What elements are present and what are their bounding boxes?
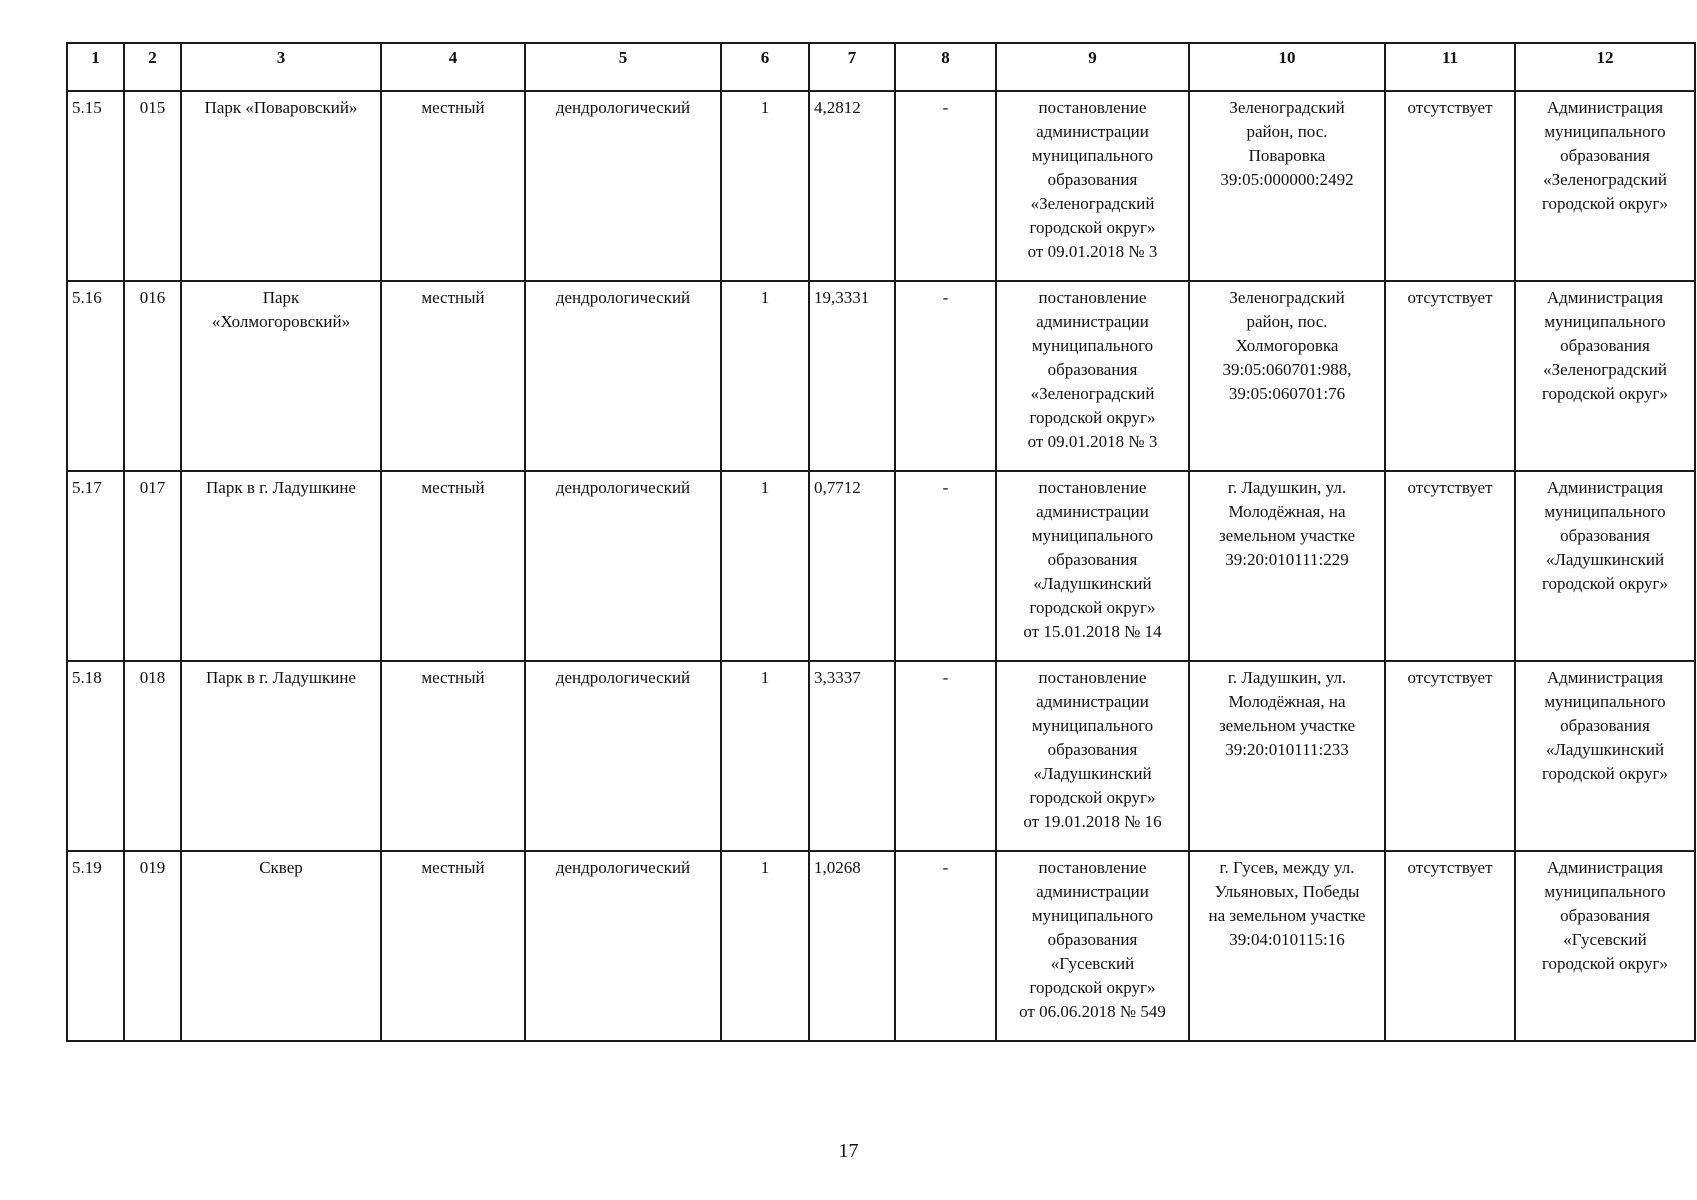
profile-cell: дендрологический [525,851,721,1041]
column-11-cell: отсутствует [1385,471,1515,661]
document-cell-line: администрации [1036,692,1149,711]
column-11-cell: отсутствует [1385,661,1515,851]
profile-cell: дендрологический [525,91,721,281]
count-cell: 1 [721,471,809,661]
row-number-cell: 5.16 [67,281,124,471]
column-header-6: 6 [721,43,809,91]
authority-cell [1515,281,1695,471]
profile-cell: дендрологический [525,661,721,851]
location-cell-line: район, пос. [1246,122,1328,141]
location-cell [1189,661,1385,851]
code-cell: 017 [124,471,181,661]
document-cell-line: администрации [1036,882,1149,901]
authority-cell-line: муниципального [1544,122,1666,141]
document-cell-line: администрации [1036,122,1149,141]
table-row [67,471,1695,661]
document-cell-line: постановление [1038,98,1147,117]
document-cell-line: образования [1047,740,1138,759]
document-cell-line: постановление [1038,478,1147,497]
document-cell-line: городской округ» [1029,218,1156,237]
count-cell: 1 [721,281,809,471]
authority-cell-line: городской округ» [1541,194,1668,213]
authority-cell-line: образования [1560,906,1650,925]
name-cell [181,91,381,281]
document-cell-line: образования [1047,550,1138,569]
document-cell-line: городской округ» [1029,598,1156,617]
column-8-cell: - [895,471,996,661]
location-cell-line: Зеленоградский [1229,98,1345,117]
document-cell-line: «Ладушкинский [1033,574,1152,593]
location-cell-line: Поваровка [1248,146,1326,165]
column-8-cell: - [895,661,996,851]
table-row [67,91,1695,281]
document-cell-line: от 09.01.2018 № 3 [1027,242,1158,261]
column-11-cell: отсутствует [1385,851,1515,1041]
column-header-5: 5 [525,43,721,91]
column-header-7: 7 [809,43,895,91]
location-cell [1189,91,1385,281]
document-cell-line: от 09.01.2018 № 3 [1027,432,1158,451]
location-cell-line: район, пос. [1246,312,1328,331]
column-header-8: 8 [895,43,996,91]
location-cell-line: 39:05:060701:76 [1228,384,1346,403]
document-cell [996,851,1189,1041]
document-cell-line: администрации [1036,312,1149,331]
authority-cell [1515,471,1695,661]
area-cell: 1,0268 [809,851,895,1041]
name-cell-line: Сквер [259,858,303,877]
area-cell: 4,2812 [809,91,895,281]
significance-cell: местный [381,281,525,471]
name-cell-line: Парк в г. Ладушкине [206,478,356,497]
document-cell-line: постановление [1038,288,1147,307]
column-header-1: 1 [67,43,124,91]
location-cell-line: 39:20:010111:233 [1225,740,1349,759]
document-cell-line: образования [1047,170,1138,189]
document-cell-line: от 06.06.2018 № 549 [1019,1002,1166,1021]
code-cell: 019 [124,851,181,1041]
location-cell-line: Ульяновых, Победы [1214,882,1360,901]
column-header-4: 4 [381,43,525,91]
page-number: 17 [838,1140,859,1162]
authority-cell-line: городской округ» [1541,764,1668,783]
authority-cell-line: муниципального [1544,692,1666,711]
document-cell-line: администрации [1036,502,1149,521]
location-cell [1189,471,1385,661]
name-cell-line: Парк «Поваровский» [204,98,358,117]
authority-cell-line: образования [1560,146,1650,165]
authority-cell [1515,661,1695,851]
document-page [66,42,1694,1042]
authority-cell-line: Администрация [1546,858,1664,877]
name-cell [181,471,381,661]
area-cell: 19,3331 [809,281,895,471]
column-header-12: 12 [1515,43,1695,91]
authority-cell [1515,851,1695,1041]
table-row [67,851,1695,1041]
authority-cell-line: «Зеленоградский [1543,360,1667,379]
location-cell-line: 39:05:060701:988, [1222,360,1352,379]
document-cell-line: образования [1047,360,1138,379]
document-cell [996,661,1189,851]
code-cell: 015 [124,91,181,281]
row-number-cell: 5.19 [67,851,124,1041]
row-number-cell: 5.15 [67,91,124,281]
document-cell-line: городской округ» [1029,978,1156,997]
profile-cell: дендрологический [525,281,721,471]
authority-cell-line: образования [1560,336,1650,355]
location-cell-line: г. Ладушкин, ул. [1227,478,1347,497]
name-cell-line: Парк в г. Ладушкине [206,668,356,687]
document-cell-line: «Ладушкинский [1033,764,1152,783]
table-row [67,661,1695,851]
code-cell: 016 [124,281,181,471]
significance-cell: местный [381,851,525,1041]
document-cell-line: «Зеленоградский [1030,384,1155,403]
column-8-cell: - [895,851,996,1041]
location-cell-line: 39:20:010111:229 [1225,550,1349,569]
location-cell-line: Молодёжная, на [1228,692,1346,711]
count-cell: 1 [721,851,809,1041]
document-cell-line: городской округ» [1029,408,1156,427]
column-header-2: 2 [124,43,181,91]
name-cell-line: Парк [262,288,300,307]
area-cell: 3,3337 [809,661,895,851]
table-row [67,281,1695,471]
location-cell-line: земельном участке [1218,716,1356,735]
authority-cell-line: муниципального [1544,882,1666,901]
location-cell-line: 39:05:000000:2492 [1220,170,1354,189]
document-cell [996,471,1189,661]
document-cell [996,91,1189,281]
authority-cell-line: городской округ» [1541,384,1668,403]
column-8-cell: - [895,91,996,281]
document-cell-line: муниципального [1031,526,1154,545]
name-cell [181,851,381,1041]
profile-cell: дендрологический [525,471,721,661]
significance-cell: местный [381,91,525,281]
authority-cell-line: Администрация [1546,288,1664,307]
document-cell-line: постановление [1038,858,1147,877]
column-header-3: 3 [181,43,381,91]
location-cell [1189,851,1385,1041]
column-8-cell: - [895,281,996,471]
authority-cell [1515,91,1695,281]
column-11-cell: отсутствует [1385,91,1515,281]
authority-cell-line: городской округ» [1541,954,1668,973]
location-cell-line: г. Гусев, между ул. [1219,858,1355,877]
location-cell-line: Молодёжная, на [1228,502,1346,521]
authority-cell-line: муниципального [1544,312,1666,331]
document-cell-line: городской округ» [1029,788,1156,807]
location-cell-line: на земельном участке [1208,906,1366,925]
authority-cell-line: «Ладушкинский [1545,740,1665,759]
location-cell-line: Зеленоградский [1229,288,1345,307]
document-cell-line: муниципального [1031,336,1154,355]
document-cell-line: от 15.01.2018 № 14 [1023,622,1162,641]
location-cell-line: г. Ладушкин, ул. [1227,668,1347,687]
header-row [67,43,1695,91]
document-cell-line: образования [1047,930,1138,949]
count-cell: 1 [721,661,809,851]
authority-cell-line: Администрация [1546,98,1664,117]
column-header-10: 10 [1189,43,1385,91]
document-cell-line: «Зеленоградский [1030,194,1155,213]
significance-cell: местный [381,471,525,661]
document-cell-line: муниципального [1031,146,1154,165]
document-cell-line: «Гусевский [1050,954,1135,973]
document-cell-line: муниципального [1031,716,1154,735]
row-number-cell: 5.17 [67,471,124,661]
location-cell [1189,281,1385,471]
name-cell [181,661,381,851]
count-cell: 1 [721,91,809,281]
column-11-cell: отсутствует [1385,281,1515,471]
name-cell-line: «Холмогоровский» [211,312,351,331]
document-cell [996,281,1189,471]
row-number-cell: 5.18 [67,661,124,851]
authority-cell-line: Администрация [1546,668,1664,687]
authority-cell-line: Администрация [1546,478,1664,497]
name-cell [181,281,381,471]
document-cell-line: от 19.01.2018 № 16 [1023,812,1162,831]
registry-table [66,42,1696,1042]
authority-cell-line: образования [1560,526,1650,545]
authority-cell-line: «Ладушкинский [1545,550,1665,569]
authority-cell-line: «Зеленоградский [1543,170,1667,189]
authority-cell-line: «Гусевский [1563,930,1647,949]
area-cell: 0,7712 [809,471,895,661]
authority-cell-line: городской округ» [1541,574,1668,593]
document-cell-line: постановление [1038,668,1147,687]
location-cell-line: земельном участке [1218,526,1356,545]
column-header-11: 11 [1385,43,1515,91]
document-cell-line: муниципального [1031,906,1154,925]
code-cell: 018 [124,661,181,851]
location-cell-line: Холмогоровка [1235,336,1339,355]
location-cell-line: 39:04:010115:16 [1229,930,1345,949]
authority-cell-line: муниципального [1544,502,1666,521]
authority-cell-line: образования [1560,716,1650,735]
column-header-9: 9 [996,43,1189,91]
significance-cell: местный [381,661,525,851]
table-body [67,91,1695,1041]
